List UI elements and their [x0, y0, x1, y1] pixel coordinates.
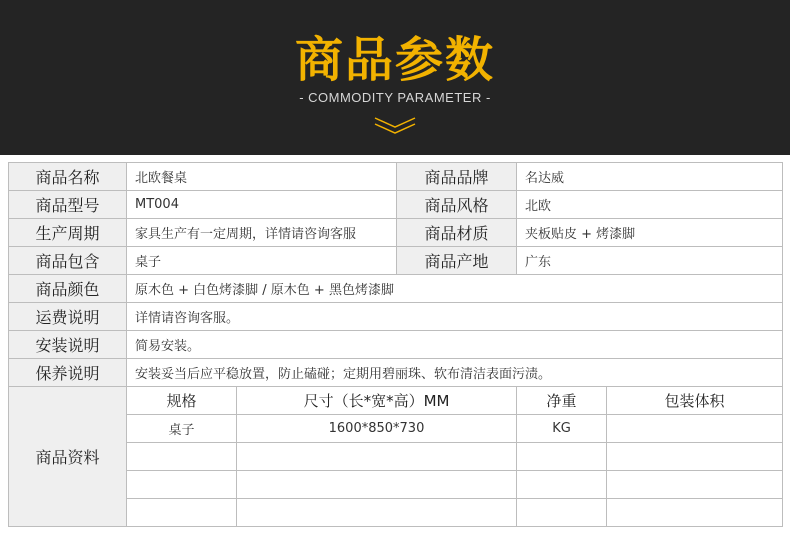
spec-value: 名达威 [517, 163, 783, 191]
table-row [9, 247, 783, 275]
empty-cell [237, 499, 517, 527]
page-header [0, 0, 790, 155]
info-cell-spec: 桌子 [127, 415, 237, 443]
spec-value: 夹板贴皮 + 烤漆脚 [517, 219, 783, 247]
spec-value: MT004 [127, 191, 397, 219]
spec-value: 详情请咨询客服。 [127, 303, 783, 331]
spec-label: 生产周期 [9, 219, 127, 247]
table-row [9, 359, 783, 387]
spec-label: 商品品牌 [397, 163, 517, 191]
table-row [9, 163, 783, 191]
chevron-down-icon [373, 114, 417, 136]
spec-label: 安装说明 [9, 331, 127, 359]
empty-cell [127, 443, 237, 471]
spec-label: 保养说明 [9, 359, 127, 387]
table-row [9, 191, 783, 219]
page-title: 商品参数 [294, 32, 495, 88]
empty-cell [607, 443, 783, 471]
spec-value: 广东 [517, 247, 783, 275]
column-header-volume: 包装体积 [607, 387, 783, 415]
spec-label: 运费说明 [9, 303, 127, 331]
spec-value: 北欧 [517, 191, 783, 219]
spec-label: 商品风格 [397, 191, 517, 219]
spec-label: 商品材质 [397, 219, 517, 247]
spec-label: 商品包含 [9, 247, 127, 275]
column-header-spec: 规格 [127, 387, 237, 415]
table-row [9, 303, 783, 331]
empty-cell [237, 443, 517, 471]
spec-value: 家具生产有一定周期，详情请咨询客服 [127, 219, 397, 247]
empty-cell [237, 471, 517, 499]
spec-value: 原木色 + 白色烤漆脚 / 原木色 + 黑色烤漆脚 [127, 275, 783, 303]
info-label: 商品资料 [9, 387, 127, 527]
table-row [9, 387, 783, 415]
info-cell-weight: KG [517, 415, 607, 443]
spec-table [8, 162, 783, 527]
column-header-weight: 净重 [517, 387, 607, 415]
table-row [9, 331, 783, 359]
spec-value: 北欧餐桌 [127, 163, 397, 191]
spec-value: 安装妥当后应平稳放置，防止磕碰；定期用碧丽珠、软布清洁表面污渍。 [127, 359, 783, 387]
table-row [9, 219, 783, 247]
empty-cell [517, 443, 607, 471]
empty-cell [517, 471, 607, 499]
spec-label: 商品名称 [9, 163, 127, 191]
spec-label: 商品产地 [397, 247, 517, 275]
empty-cell [127, 471, 237, 499]
empty-cell [607, 471, 783, 499]
spec-label: 商品颜色 [9, 275, 127, 303]
info-cell-volume [607, 415, 783, 443]
empty-cell [607, 499, 783, 527]
empty-cell [127, 499, 237, 527]
info-cell-size: 1600*850*730 [237, 415, 517, 443]
table-row [9, 275, 783, 303]
spec-value: 桌子 [127, 247, 397, 275]
page-subtitle: - COMMODITY PARAMETER - [299, 90, 491, 105]
spec-label: 商品型号 [9, 191, 127, 219]
empty-cell [517, 499, 607, 527]
spec-value: 简易安装。 [127, 331, 783, 359]
column-header-size: 尺寸（长*宽*高）MM [237, 387, 517, 415]
